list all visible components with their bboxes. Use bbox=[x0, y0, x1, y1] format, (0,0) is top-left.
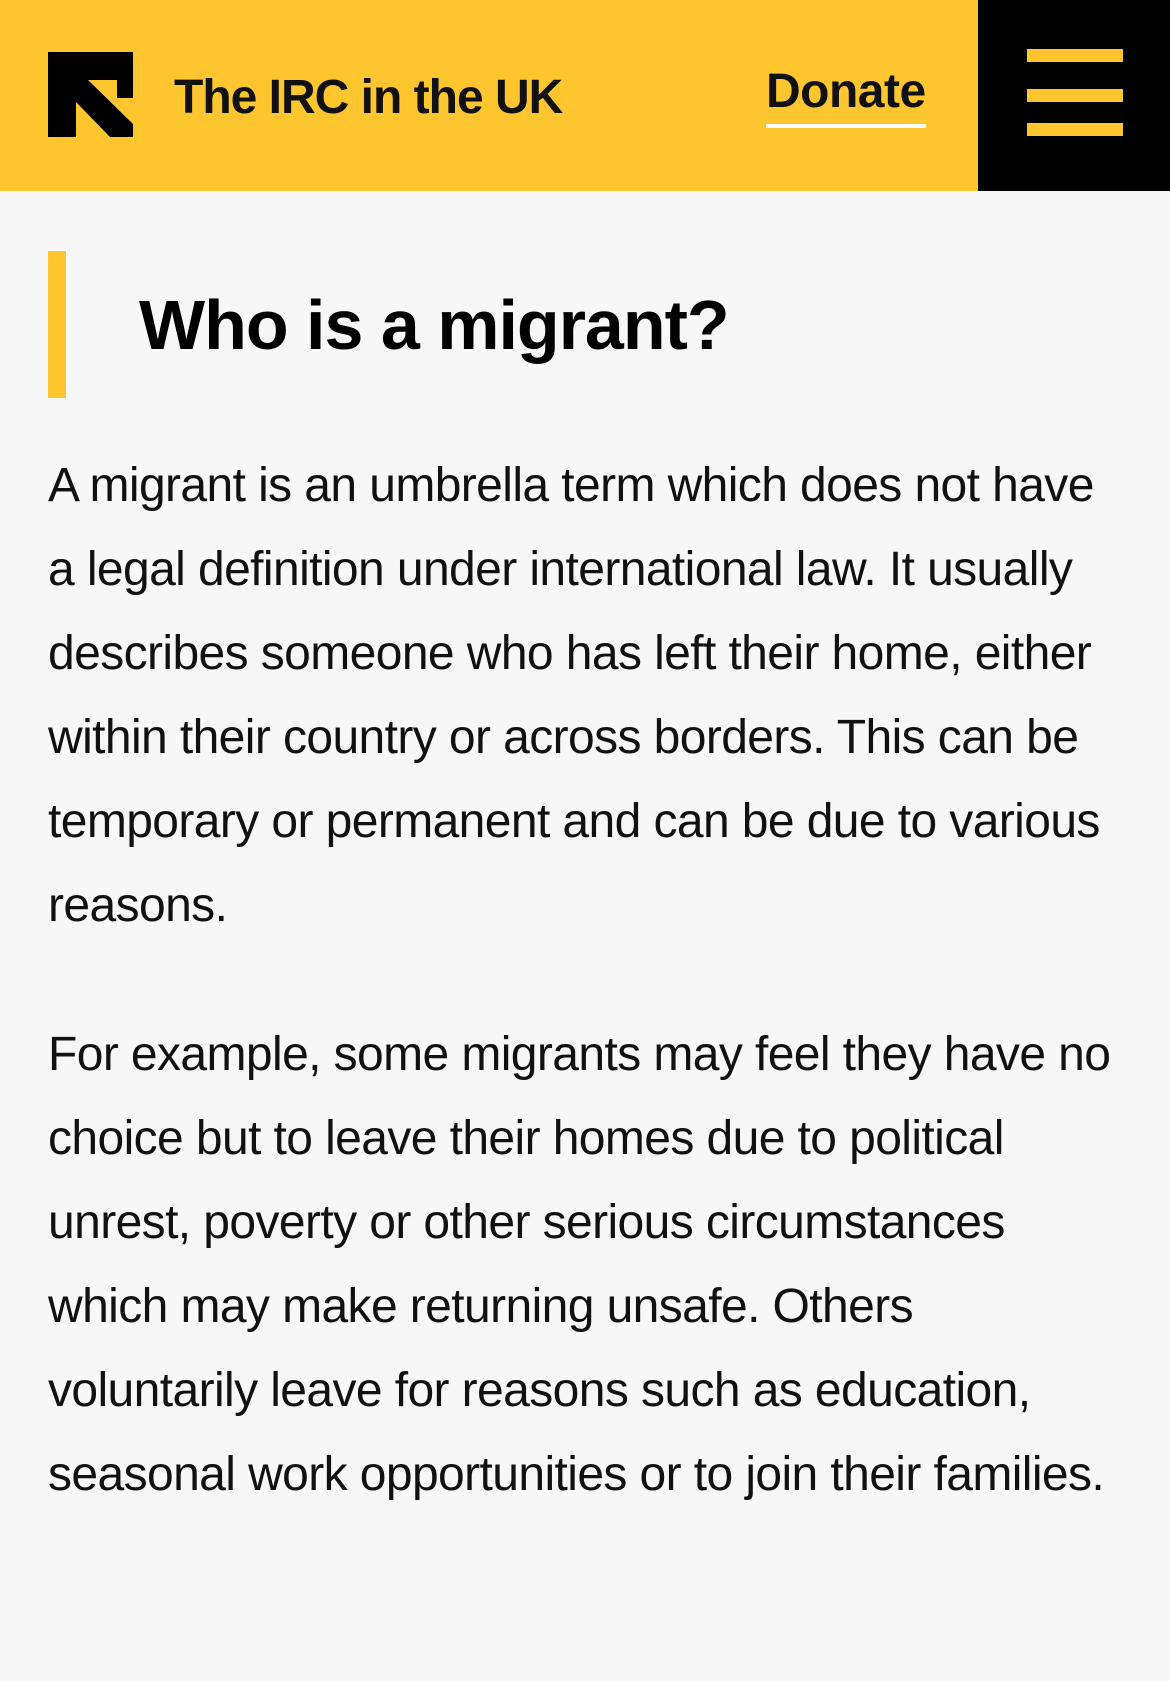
donate-link[interactable]: Donate bbox=[766, 62, 926, 128]
menu-button[interactable] bbox=[978, 0, 1170, 191]
paragraph-examples: For example, some migrants may feel they have no choice but to leave their homes due to political unrest, poverty or other serious circumstances which may make returning unsafe. Others voluntarily leave for reasons such as education, seasonal work opportunities or to join their families. bbox=[48, 1028, 1111, 1501]
page-title: Who is a migrant? bbox=[139, 286, 729, 364]
site-header bbox=[0, 0, 1170, 191]
heading-accent-bar bbox=[48, 251, 66, 398]
site-title[interactable]: The IRC in the UK bbox=[174, 71, 563, 124]
paragraph-definition: A migrant is an umbrella term which does not have a legal definition under international law. It usually describes someone who has left their home, either within their country or across borders. This can be temporary or permanent and can be due to various reasons. bbox=[48, 459, 1100, 932]
irc-arrow-logo-icon bbox=[48, 52, 133, 137]
irc-logo-icon[interactable] bbox=[48, 52, 133, 137]
